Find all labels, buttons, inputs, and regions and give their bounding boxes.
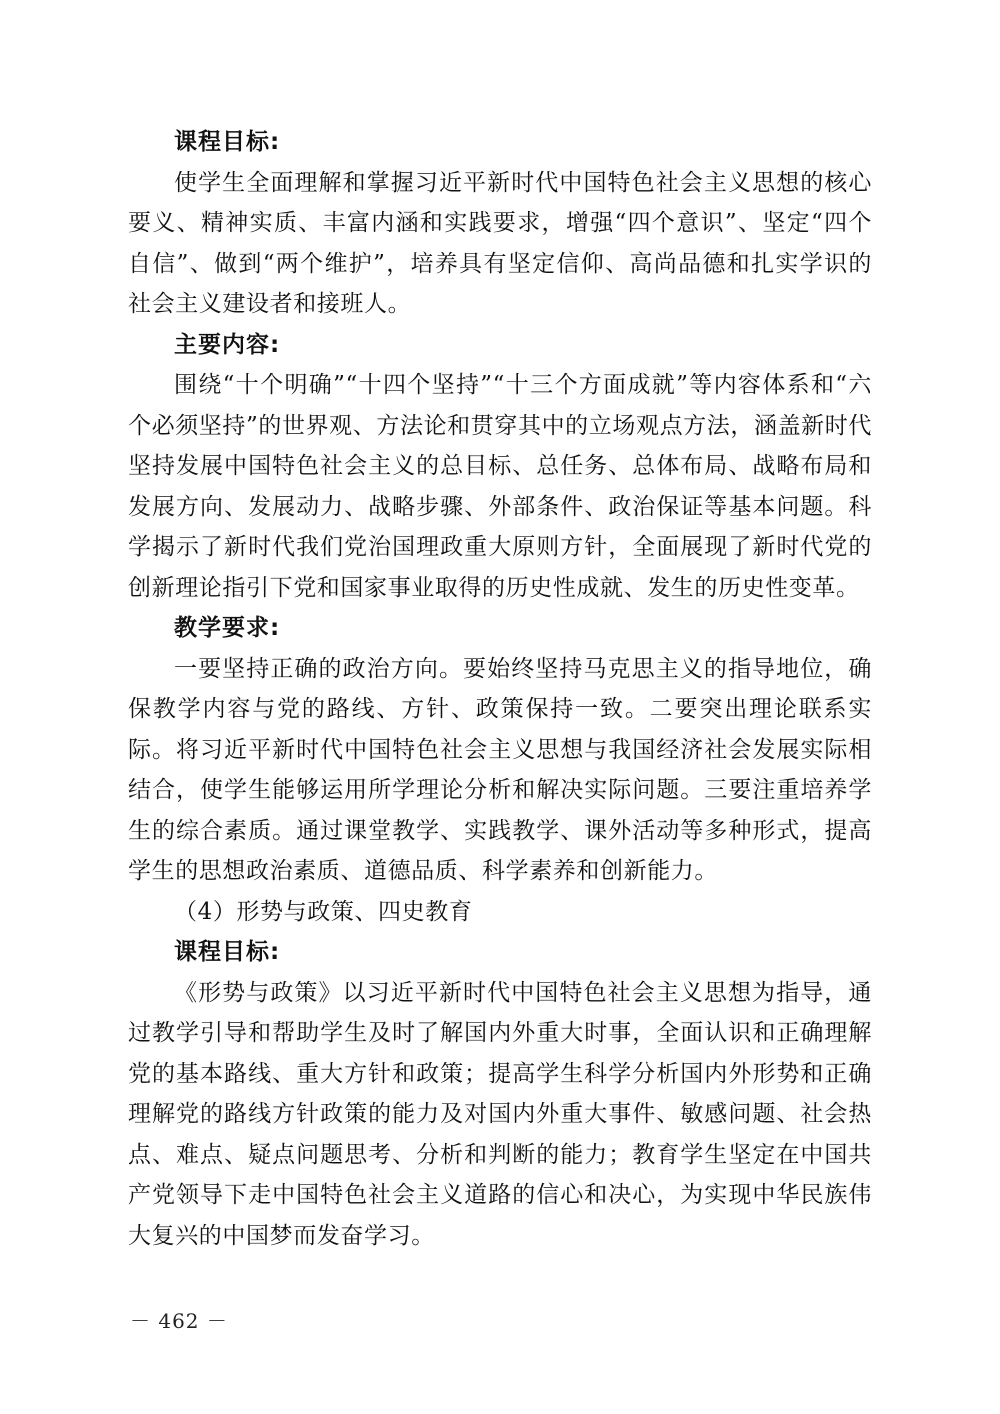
page-content bbox=[128, 122, 872, 1256]
course-objectives-heading-2: 课程目标: bbox=[174, 939, 281, 965]
main-content-text: 围绕“十个明确”“十四个坚持”“十三个方面成就”等内容体系和“六个必须坚持”的世界观、方法论和贯穿其中的立场观点方法，涵盖新时代坚持发展中国特色社会主义的总目标、总任务、总体布局、战略布局和发展方向、发展动力、战略步骤、外部条件、政治保证等基本问题。科学揭示了新时代我们党治国理政重大原则方针，全面展现了新时代党的创新理论指引下党和国家事业取得的历史性成就、发生的历史性变革。 bbox=[128, 372, 872, 601]
teaching-requirements-heading: 教学要求: bbox=[174, 615, 281, 641]
course-objectives-text-2: 《形势与政策》以习近平新时代中国特色社会主义思想为指导，通过教学引导和帮助学生及时了解国内外重大时事，全面认识和正确理解党的基本路线、重大方针和政策；提高学生科学分析国内外形势和正确理解党的路线方针政策的能力及对国内外重大事件、敏感问题、社会热点、难点、疑点问题思考、分析和判断的能力；教育学生坚定在中国共产党领导下走中国特色社会主义道路的信心和决心，为实现中华民族伟大复兴的中国梦而发奋学习。 bbox=[128, 979, 872, 1249]
page-number: － 462 － bbox=[130, 1309, 228, 1333]
section-4-title: （4）形势与政策、四史教育 bbox=[174, 898, 473, 925]
main-content-heading: 主要内容: bbox=[174, 331, 281, 358]
course-objectives-text: 使学生全面理解和掌握习近平新时代中国特色社会主义思想的核心要义、精神实质、丰富内涵和实践要求，增强“四个意识”、坚定“四个自信”、做到“两个维护”，培养具有坚定信仰、高尚品德和扎实学识的社会主义建设者和接班人。 bbox=[128, 169, 872, 317]
course-objectives-heading: 课程目标: bbox=[174, 129, 281, 155]
teaching-requirements-text: 一要坚持正确的政治方向。要始终坚持马克思主义的指导地位，确保教学内容与党的路线、方针、政策保持一致。二要突出理论联系实际。将习近平新时代中国特色社会主义思想与我国经济社会发展实际相结合，使学生能够运用所学理论分析和解决实际问题。三要注重培养学生的综合素质。通过课堂教学、实践教学、课外活动等多种形式，提高学生的思想政治素质、道德品质、科学素养和创新能力。 bbox=[128, 655, 872, 884]
